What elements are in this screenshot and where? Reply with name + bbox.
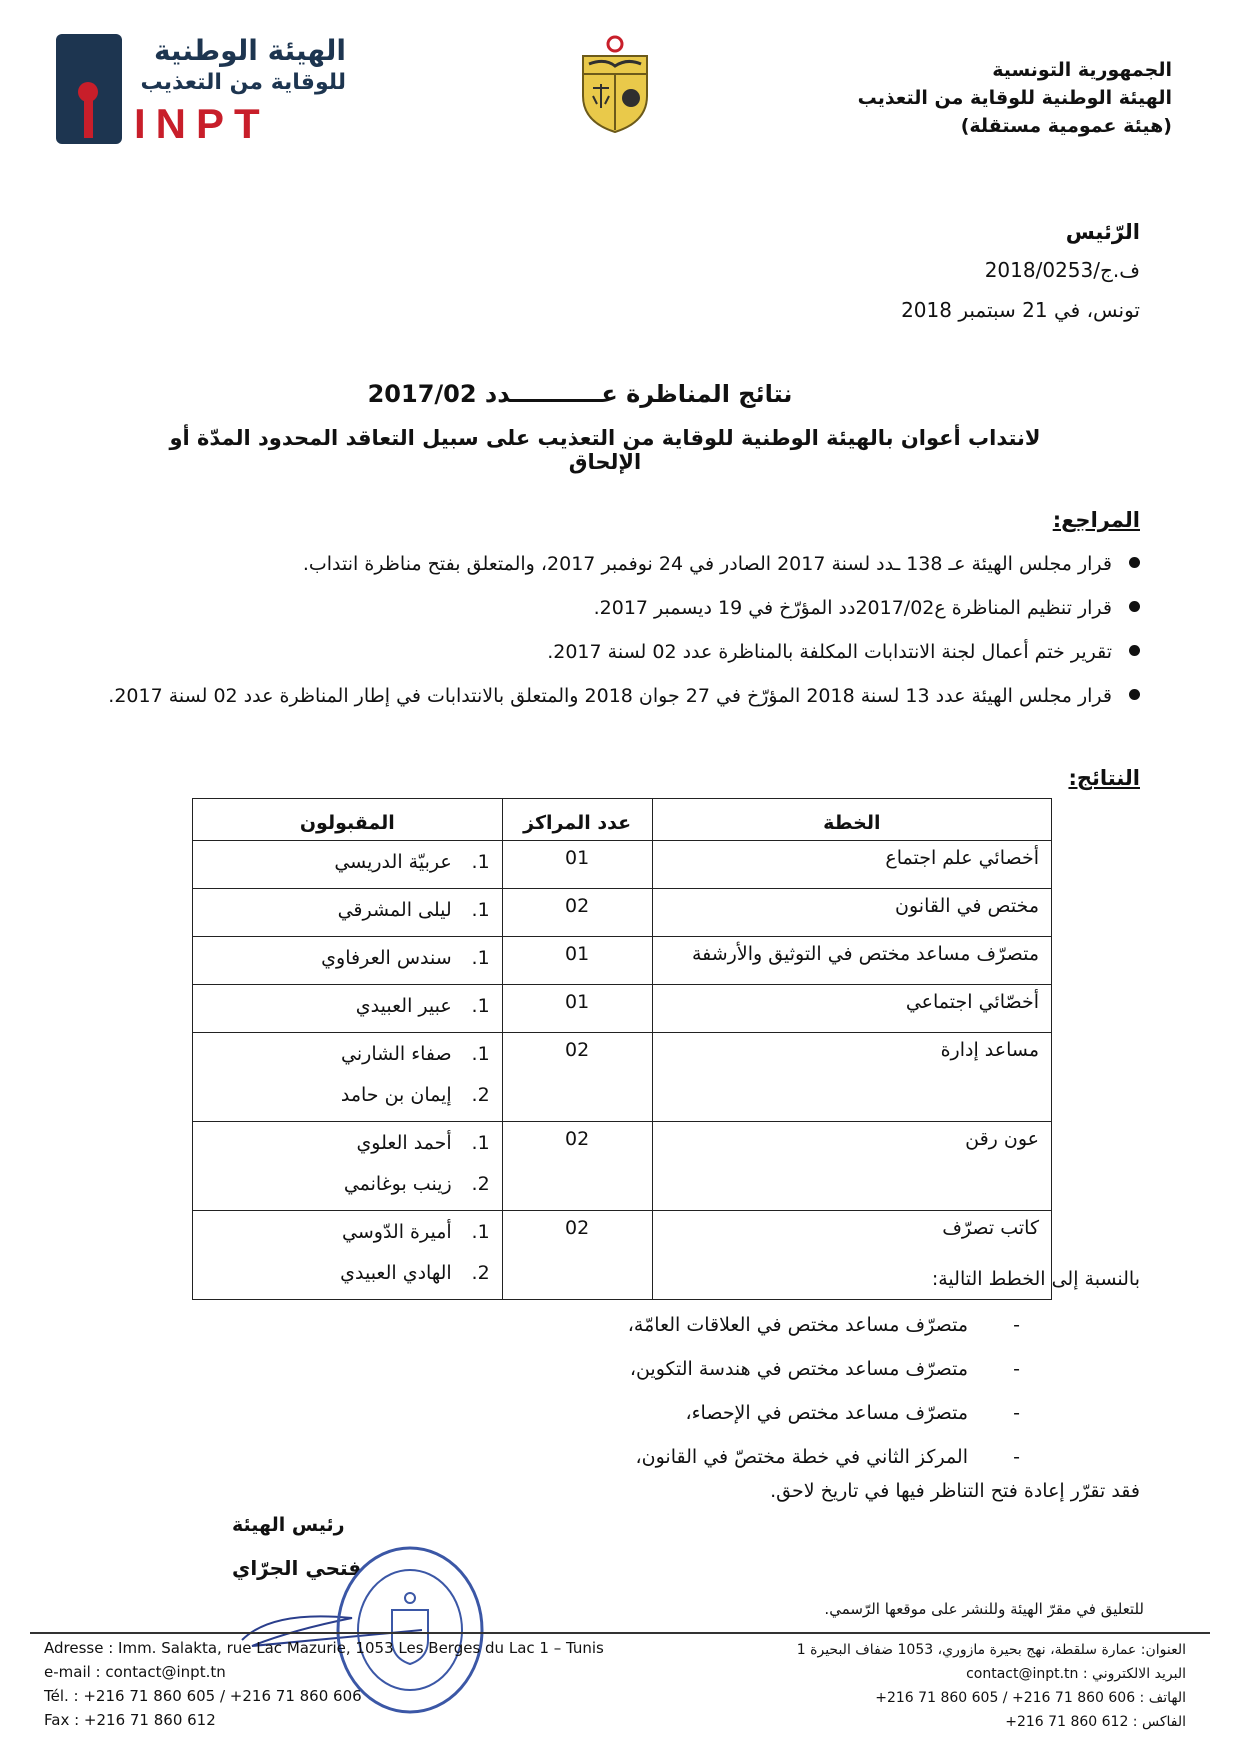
accepted-candidate (205, 991, 490, 1032)
count-cell: 02 (502, 1122, 652, 1211)
list-item: - متصرّف مساعد مختص في العلاقات العامّة، (627, 1314, 1020, 1336)
count-cell: 01 (502, 841, 652, 889)
table-row (193, 889, 1052, 937)
accepted-candidate (205, 1169, 490, 1210)
footer-address: Adresse : Imm. Salakta, rue Lac Mazurie, 1053 Les Berges du Lac 1 – Tunis (44, 1639, 604, 1657)
footer-address-ar: العنوان: عمارة سلقطة، نهج بحيرة مازوري، 1053 ضفاف البحيرة 1 (796, 1642, 1186, 1658)
candidate-rank: 1. (471, 899, 490, 921)
accepted-candidate (205, 895, 490, 936)
candidate-rank: 1. (471, 851, 490, 873)
count-cell: 02 (502, 1211, 652, 1300)
count-cell: 01 (502, 937, 652, 985)
list-item: - متصرّف مساعد مختص في الإحصاء، (685, 1402, 1020, 1424)
candidate-name: الهادي العبيدي (340, 1262, 452, 1284)
bullet-icon (1129, 557, 1140, 568)
accepted-names-cell (193, 1211, 503, 1300)
reference-item: قرار مجلس الهيئة عدد 13 لسنة 2018 المؤرّخ في 27 جوان 2018 والمتعلق بالانتدابات في إطار المناظرة عدد 02 لسنة 2017. (100, 684, 1140, 728)
footer-email: e-mail : contact@inpt.tn (44, 1663, 226, 1681)
table-row (193, 985, 1052, 1033)
list-item: - المركز الثاني في خطة مختصّ في القانون، (635, 1446, 1020, 1468)
results-table (192, 798, 1052, 1300)
column-header-accepted: المقبولون (193, 799, 503, 841)
table-row (193, 937, 1052, 985)
bullet-icon (1129, 689, 1140, 700)
logo-latin-text: INPT (134, 100, 270, 147)
footer-contact-latin (44, 1636, 604, 1732)
position-cell: مساعد إدارة (652, 1033, 1051, 1122)
accepted-candidate (205, 847, 490, 888)
count-cell: 02 (502, 889, 652, 937)
logo-arabic-line1: الهيئة الوطنية (153, 34, 346, 67)
accepted-names-cell (193, 985, 503, 1033)
candidate-name: عبير العبيدي (355, 995, 452, 1017)
footer-contact-arabic (666, 1638, 1186, 1734)
bullet-icon (1129, 601, 1140, 612)
table-row (193, 1122, 1052, 1211)
reference-item: قرار مجلس الهيئة عـ 138 ـدد لسنة 2017 الصادر في 24 نوفمبر 2017، والمتعلق بفتح مناظرة انتداب. (100, 552, 1140, 596)
accepted-candidate (205, 1258, 490, 1299)
accepted-names-cell (193, 1033, 503, 1122)
reference-item: تقرير ختم أعمال لجنة الانتدابات المكلفة بالمناظرة عدد 02 لسنة 2017. (100, 640, 1140, 684)
candidate-rank: 2. (471, 1262, 490, 1284)
reference-number: ف.ج/2018/0253 (984, 258, 1140, 282)
following-intro: بالنسبة إلى الخطط التالية: (931, 1268, 1140, 1290)
candidate-name: ليلى المشرقي (337, 899, 452, 921)
results-heading: النتائج: (1068, 766, 1140, 790)
footer-phone-ar: الهاتف : 606 860 71 216+ / 605 860 71 216+ (875, 1690, 1186, 1706)
accepted-names-cell (193, 841, 503, 889)
institution-status: (هيئة عمومية مستقلة) (960, 115, 1172, 137)
candidate-name: زينب بوغانمي (343, 1173, 452, 1195)
table-row (193, 841, 1052, 889)
accepted-candidate (205, 1080, 490, 1121)
candidate-rank: 1. (471, 1043, 490, 1065)
column-header-count: عدد المراكز (502, 799, 652, 841)
table-row (193, 1033, 1052, 1122)
candidate-name: سندس العرفاوي (321, 947, 452, 969)
footer-fax: Fax : +216 71 860 612 (44, 1711, 216, 1729)
position-cell: متصرّف مساعد مختص في التوثيق والأرشفة (652, 937, 1051, 985)
candidate-name: صفاء الشارني (341, 1043, 452, 1065)
document-subtitle: لانتداب أعوان بالهيئة الوطنية للوقاية من التعذيب على سبيل التعاقد المحدود المدّة أو الإلحاق (169, 426, 1041, 474)
candidate-rank: 1. (471, 1221, 490, 1243)
conclusion-text: فقد تقرّر إعادة فتح التناظر فيها في تاريخ لاحق. (770, 1480, 1140, 1502)
candidate-rank: 1. (471, 947, 490, 969)
reopened-positions-list (320, 1310, 1020, 1486)
accepted-candidate (205, 943, 490, 984)
accepted-candidate (205, 1217, 490, 1258)
document-title: نتائج المناظرة عـــــــــــدد 2017/02 (367, 380, 793, 408)
bullet-icon (1129, 645, 1140, 656)
position-cell: كاتب تصرّف (652, 1211, 1051, 1300)
candidate-rank: 1. (471, 995, 490, 1017)
references-list (100, 552, 1140, 728)
candidate-name: إيمان بن حامد (340, 1084, 452, 1106)
candidate-rank: 2. (471, 1084, 490, 1106)
candidate-rank: 1. (471, 1132, 490, 1154)
letterhead (752, 56, 1172, 140)
accepted-names-cell (193, 937, 503, 985)
accepted-names-cell (193, 1122, 503, 1211)
publication-note: للتعليق في مقرّ الهيئة وللنشر على موقعها الرّسمي. (824, 1600, 1144, 1618)
accepted-candidate (205, 1039, 490, 1080)
candidate-name: أميرة الدّوسي (342, 1221, 452, 1243)
institution-name: الهيئة الوطنية للوقاية من التعذيب (857, 87, 1172, 109)
footer-divider (30, 1632, 1210, 1634)
candidate-name: أحمد العلوي (356, 1132, 452, 1154)
accepted-candidate (205, 1128, 490, 1169)
accepted-names-cell (193, 889, 503, 937)
candidate-name: عربيّة الدريسي (334, 851, 452, 873)
candidate-rank: 2. (471, 1173, 490, 1195)
logo-key-mark (56, 34, 122, 144)
list-item: - متصرّف مساعد مختص في هندسة التكوين، (629, 1358, 1020, 1380)
references-heading: المراجع: (1052, 508, 1140, 532)
table-row (193, 1211, 1052, 1300)
results-table-body (193, 841, 1052, 1300)
signatory-name: فتحي الجرّاي (232, 1556, 362, 1580)
count-cell: 02 (502, 1033, 652, 1122)
footer-phone: Tél. : +216 71 860 605 / +216 71 860 606 (44, 1687, 362, 1705)
position-cell: أخصّائي اجتماعي (652, 985, 1051, 1033)
sender-label: الرّئيس (1065, 220, 1140, 244)
reference-item: قرار تنظيم المناظرة ع2017/02دد المؤرّخ في 19 ديسمبر 2017. (100, 596, 1140, 640)
coat-of-arms-icon (575, 34, 655, 134)
column-header-position: الخطة (652, 799, 1051, 841)
footer-fax-ar: الفاكس : 612 860 71 216+ (1005, 1714, 1186, 1730)
place-date: تونس، في 21 سبتمبر 2018 (901, 298, 1140, 322)
inpt-logo (56, 34, 346, 146)
position-cell: مختص في القانون (652, 889, 1051, 937)
logo-arabic-line2: للوقاية من التعذيب (140, 70, 346, 95)
signatory-title: رئيس الهيئة (232, 1514, 345, 1536)
country-name: الجمهورية التونسية (992, 59, 1172, 81)
footer-email-ar: البريد الالكتروني : contact@inpt.tn (966, 1666, 1186, 1682)
table-header-row (193, 799, 1052, 841)
position-cell: عون رقن (652, 1122, 1051, 1211)
count-cell: 01 (502, 985, 652, 1033)
position-cell: أخصائي علم اجتماع (652, 841, 1051, 889)
